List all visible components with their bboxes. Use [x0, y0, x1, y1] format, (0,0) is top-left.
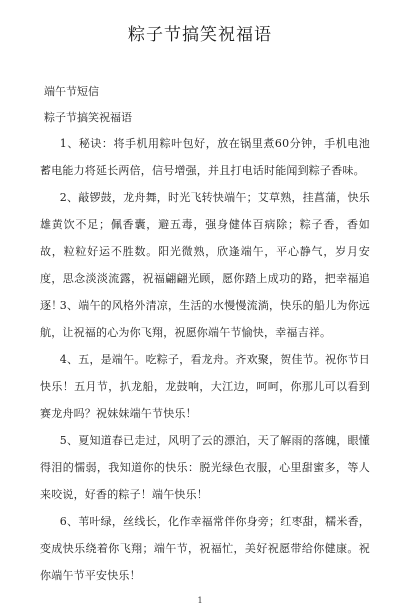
paragraph-6: 6、苇叶绿，丝线长，化作幸福常伴你身旁；红枣甜，糯米香，变成快乐绕着你飞翔；端午节，祝福忙，美好祝愿带给你健康。祝你端午节平安快乐！ [40, 515, 370, 582]
paragraph-5: 5、夏知道春已走过，风明了云的漂泊，天了解雨的落魄，眼懂得泪的懦弱，我知道你的快乐：脱光绿色衣服，心里甜蜜多，等人来咬说，好香的粽子！端午快乐！ [40, 434, 370, 501]
page-number: 1 [197, 596, 203, 605]
paragraph-3: 3、端午的风格外清凉，生活的水慢慢流淌，快乐的船儿为你远航，让祝福的心为你飞翔，祝愿你端午节愉快，幸福吉祥。 [40, 299, 370, 339]
subheading-greetings: 粽子节搞笑祝福语 [44, 111, 132, 124]
paragraph-4: 4、五，是端午。吃粽子，看龙舟。齐欢聚，贺佳节。祝你节日快乐！五月节，扒龙船，龙鼓响，大江边，呵呵，你那儿可以看到赛龙舟吗？祝妹妹端午节快乐！ [40, 353, 370, 420]
subheading-sms: 端午节短信 [44, 85, 99, 98]
paragraph-2: 2、敲锣鼓，龙舟舞，时光飞转快端午；艾草熟，挂菖蒲，快乐雄黄饮不足；佩香囊，避五毒，强身健体百病除；粽子香，香如故，粒粒好运不胜数。阳光微熟，欣逢端午，平心静气，岁月安度，思念淡淡流露，祝福翩翩光顾，愿你踏上成功的路，把幸福追逐！ [40, 191, 370, 312]
page-title: 粽子节搞笑祝福语 [128, 25, 272, 45]
paragraph-1: 1、秘诀：将手机用粽叶包好，放在锅里煮60分钟，手机电池蓄电能力将延长两倍，信号增强，并且打电话时能闻到粽子香味。 [40, 137, 370, 177]
